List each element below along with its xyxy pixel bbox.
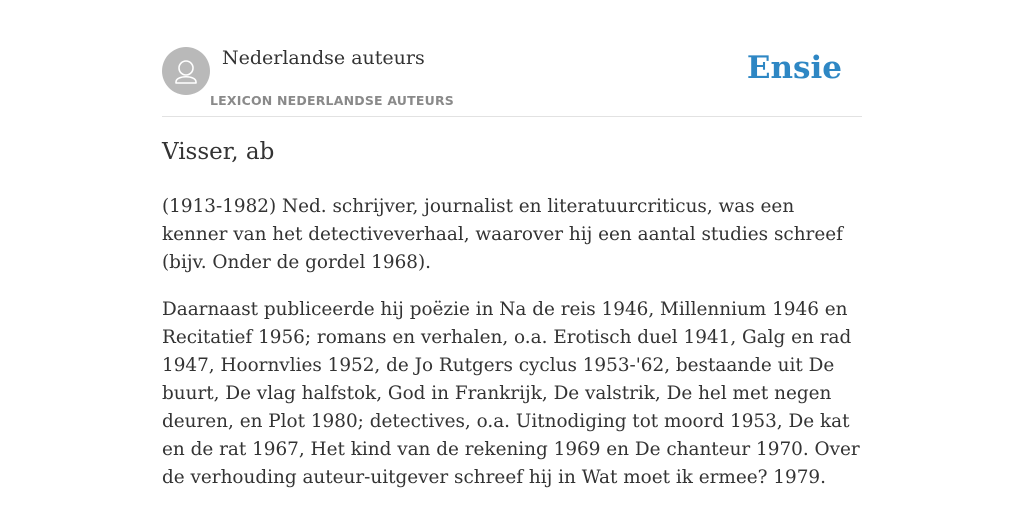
avatar[interactable]	[162, 47, 210, 95]
brand-logo[interactable]: Ensie	[746, 50, 842, 86]
lexicon-label[interactable]: LEXICON NEDERLANDSE AUTEURS	[210, 93, 454, 108]
header	[162, 0, 862, 117]
page-title: Visser, ab	[162, 139, 275, 165]
article-paragraph: (1913-1982) Ned. schrijver, journalist en literatuurcriticus, was een kenner van het detectiveverhaal, waarover hij een aantal studies schreef (bijv. Onder de gordel 1968).	[162, 196, 843, 273]
page	[162, 0, 862, 488]
author-name[interactable]: Nederlandse auteurs	[222, 47, 425, 69]
article-body	[162, 193, 862, 511]
article-paragraph: Daarnaast publiceerde hij poëzie in Na de reis 1946, Millennium 1946 en Recitatief 1956; romans en verhalen, o.a. Erotisch duel 1941, Galg en rad 1947, Hoornvlies 1952, de Jo Rutgers cyclus 1953-'62, bestaande uit De buurt, De vlag halfstok, God in Frankrijk, De valstrik, De hel met negen deuren, en Plot 1980; detectives, o.a. Uitnodiging tot moord 1953, De kat en de rat 1967, Het kind van de rekening 1969 en De chanteur 1970. Over de verhouding auteur-uitgever schreef hij in Wat moet ik ermee? 1979.	[162, 299, 860, 488]
user-icon	[162, 47, 210, 95]
